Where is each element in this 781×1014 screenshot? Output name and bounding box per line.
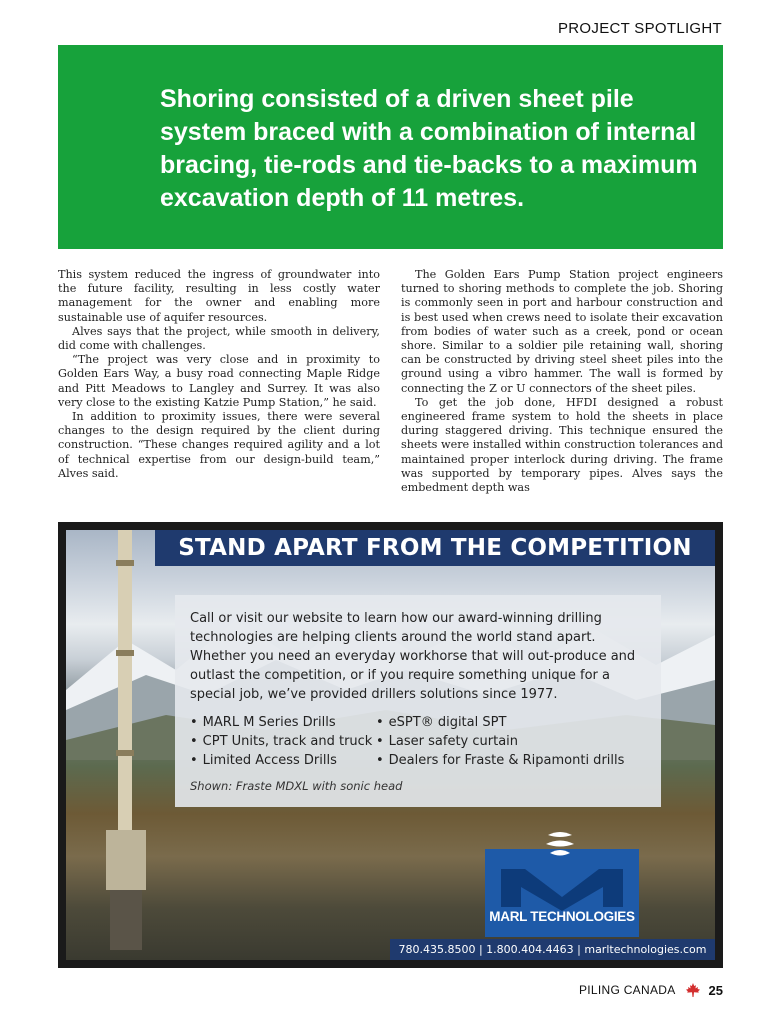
list-item: • Dealers for Fraste & Ripamonti drills xyxy=(376,751,624,770)
article-column-right xyxy=(401,268,723,495)
feature-list-right xyxy=(376,713,624,770)
maple-leaf-icon xyxy=(685,982,701,998)
pull-quote-text: Shoring consisted of a driven sheet pile system braced with a combination of internal bracing, tie-rods and tie-backs to a maximum excavation depth of 11 metres. xyxy=(160,85,698,212)
ad-body-text: Call or visit our website to learn how our award-winning drilling technologies are helping clients around the world stand apart. Whether you need an everyday workhorse that will out-produce and outlast the competition, or if you require something unique for a special job, we’ve provided drillers solutions since 1977. xyxy=(190,611,636,702)
logo-text: MARL TECHNOLOGIES xyxy=(489,909,635,924)
list-item: • eSPT® digital SPT xyxy=(376,713,624,732)
advertisement[interactable] xyxy=(58,522,723,968)
section-label: PROJECT SPOTLIGHT xyxy=(557,20,722,37)
paragraph: In addition to proximity issues, there were several changes to the design required by the client during construction. “These changes required agility and a lot of technical expertise from our design-build team,” Alves said. xyxy=(58,410,380,480)
page-footer xyxy=(579,982,723,998)
list-item: • CPT Units, track and truck xyxy=(190,732,376,751)
list-item: • MARL M Series Drills xyxy=(190,713,376,732)
paragraph: This system reduced the ingress of groundwater into the future facility, resulting in less costly water management for the owner and enabling more sustainable use of aquifer resources. xyxy=(58,268,380,324)
ad-headline: STAND APART FROM THE COMPETITION xyxy=(155,530,715,566)
paragraph: To get the job done, HFDI designed a robust engineered frame system to hold the sheets in place during staggered driving. This technique ensured the sheets were installed within construction tolerances and maintained proper interlock during driving. The frame was supported by temporary pipes. Alves says the embedment depth was xyxy=(401,395,723,495)
publication-name: PILING CANADA xyxy=(578,983,676,997)
photo-caption: Shown: Fraste MDXL with sonic head xyxy=(190,779,403,793)
drill-rig-graphic xyxy=(96,530,156,950)
paragraph: Alves says that the project, while smooth in delivery, did come with challenges. xyxy=(58,324,380,353)
feature-list xyxy=(190,713,646,770)
list-item: • Laser safety curtain xyxy=(376,732,624,751)
feature-list-left xyxy=(190,713,376,770)
page-number: 25 xyxy=(708,982,723,998)
paragraph: The Golden Ears Pump Station project engineers turned to shoring methods to complete the job. Shoring is commonly seen in port and harbour construction and is best used when crews need to isolate their excavation from bodies of water such as a creek, pond or ocean shore. Similar to a soldier pile retaining wall, shoring can be constructed by driving steel sheet piles into the ground using a vibro hammer. The wall is formed by connecting the Z or U connectors of the sheet piles. xyxy=(401,268,723,395)
article-column-left xyxy=(58,268,380,481)
contact-bar[interactable]: 780.435.8500 | 1.800.404.4463 | marltechnologies.com xyxy=(390,939,715,960)
list-item: • Limited Access Drills xyxy=(190,751,376,770)
article-body xyxy=(58,268,723,504)
ad-info-box xyxy=(175,595,661,807)
paragraph: “The project was very close and in proximity to Golden Ears Way, a busy road connecting Maple Ridge and Pitt Meadows to Langley and Surrey. It was also very close to the existing Katzie Pump Station,” he said. xyxy=(58,353,380,409)
marl-logo xyxy=(485,837,639,937)
pull-quote-box xyxy=(58,45,723,249)
